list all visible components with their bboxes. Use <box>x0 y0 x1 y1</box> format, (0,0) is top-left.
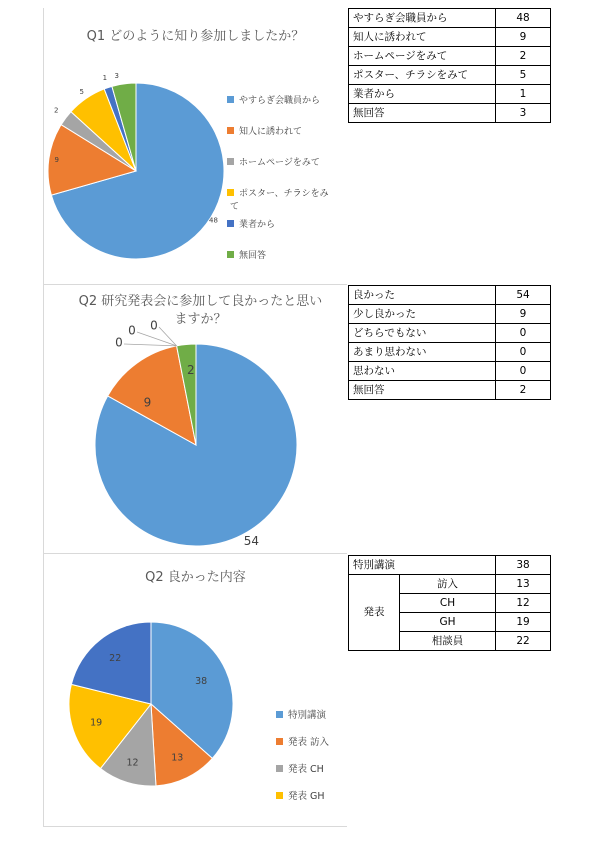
table-cell-value: 9 <box>496 28 551 47</box>
legend-label: 知人に誘われて <box>239 127 303 137</box>
table-cell-value: 13 <box>496 575 551 594</box>
data-label: 0 <box>115 335 123 350</box>
table-cell-value: 48 <box>496 9 551 28</box>
table-cell-value: 0 <box>496 362 551 381</box>
legend-label: 発表 GH <box>288 791 325 802</box>
table-row <box>349 575 551 594</box>
legend-label: ホームページをみて <box>239 158 320 168</box>
legend-swatch <box>227 127 234 134</box>
table-row <box>349 305 551 324</box>
table-row <box>349 362 551 381</box>
table-cell-label: どちらでもない <box>349 324 496 343</box>
data-label: 5 <box>79 87 84 96</box>
data-label: 3 <box>114 71 119 80</box>
table-q1 <box>348 8 551 123</box>
data-label: 38 <box>195 675 208 687</box>
table-row <box>349 343 551 362</box>
table-cell-value: 2 <box>496 381 551 400</box>
legend-label: 無回答 <box>239 251 267 261</box>
chart-q3-panel <box>43 554 347 827</box>
data-label: 12 <box>126 757 139 769</box>
table-row <box>349 324 551 343</box>
data-label: 54 <box>243 534 260 549</box>
chart-q1-title: Q1 どのように知り参加しましたか？ <box>86 29 305 44</box>
table-cell-label: 業者から <box>349 85 496 104</box>
chart-q1-panel <box>43 8 347 285</box>
table-cell-value: 2 <box>496 47 551 66</box>
data-label: 0 <box>150 318 158 333</box>
table-cell-value: 12 <box>496 594 551 613</box>
table-row <box>349 381 551 400</box>
data-label: 13 <box>171 752 184 764</box>
legend-swatch <box>227 189 234 196</box>
table-cell-value: 3 <box>496 104 551 123</box>
legend-swatch <box>227 220 234 227</box>
chart-q2-svg <box>44 285 347 553</box>
legend-label: 特別講演 <box>288 710 327 721</box>
data-label: 2 <box>53 106 59 115</box>
table-cell-group: 発表 <box>349 575 400 651</box>
legend-swatch <box>276 792 283 799</box>
legend-label: ポスター、チラシをみ <box>239 189 329 199</box>
table-cell-label: ポスター、チラシをみて <box>349 66 496 85</box>
data-label: 19 <box>90 717 103 729</box>
data-label: 0 <box>128 323 136 338</box>
table-cell-label: 特別講演 <box>349 556 496 575</box>
table-cell-label: 良かった <box>349 286 496 305</box>
table-cell-value: 19 <box>496 613 551 632</box>
data-label: 2 <box>186 362 195 377</box>
legend-label: 発表 CH <box>288 764 324 775</box>
chart-q1-svg <box>44 8 347 284</box>
table-cell-value: 1 <box>496 85 551 104</box>
table-row <box>349 66 551 85</box>
data-label: 9 <box>143 395 152 410</box>
legend-swatch <box>276 711 283 718</box>
table-row <box>349 47 551 66</box>
table-cell-value: 38 <box>496 556 551 575</box>
table-cell-value: 0 <box>496 324 551 343</box>
legend-swatch <box>227 158 234 165</box>
table-cell-value: 0 <box>496 343 551 362</box>
chart-q2-panel <box>43 285 347 554</box>
legend-label: やすらぎ会職員から <box>239 96 321 106</box>
leader-line <box>124 344 177 346</box>
legend-swatch <box>276 765 283 772</box>
table-row <box>349 104 551 123</box>
table-cell-label: 無回答 <box>349 381 496 400</box>
table-cell-value: 5 <box>496 66 551 85</box>
data-label: 48 <box>209 216 218 225</box>
table-row <box>349 556 551 575</box>
table-row <box>349 85 551 104</box>
legend-label: 発表 訪入 <box>288 737 330 748</box>
table-cell-value: 9 <box>496 305 551 324</box>
table-cell-value: 54 <box>496 286 551 305</box>
table-q3 <box>348 555 551 651</box>
legend-swatch <box>227 251 234 258</box>
table-cell-label: GH <box>400 613 496 632</box>
chart-q3-svg <box>44 554 347 826</box>
data-label: 9 <box>54 155 60 164</box>
chart-q3-title: Q2 良かった内容 <box>145 570 246 585</box>
table-row <box>349 9 551 28</box>
legend-swatch <box>227 96 234 103</box>
table-cell-label: 知人に誘われて <box>349 28 496 47</box>
data-label: 1 <box>102 74 108 83</box>
table-cell-label: 無回答 <box>349 104 496 123</box>
data-label: 22 <box>109 652 122 664</box>
table-cell-label: 思わない <box>349 362 496 381</box>
legend-swatch <box>276 738 283 745</box>
table-cell-value: 22 <box>496 632 551 651</box>
table-cell-label: あまり思わない <box>349 343 496 362</box>
table-cell-label: やすらぎ会職員から <box>349 9 496 28</box>
legend-label: 業者から <box>239 220 276 230</box>
table-cell-label: CH <box>400 594 496 613</box>
table-row <box>349 286 551 305</box>
table-cell-label: 少し良かった <box>349 305 496 324</box>
table-row <box>349 28 551 47</box>
table-cell-label: 訪入 <box>400 575 496 594</box>
table-cell-label: 相談員 <box>400 632 496 651</box>
legend-label: て <box>230 202 240 212</box>
chart-q2-title: Q2 研究発表会に参加して良かったと思いますか？ <box>78 294 323 327</box>
table-q2 <box>348 285 551 400</box>
table-cell-label: ホームページをみて <box>349 47 496 66</box>
